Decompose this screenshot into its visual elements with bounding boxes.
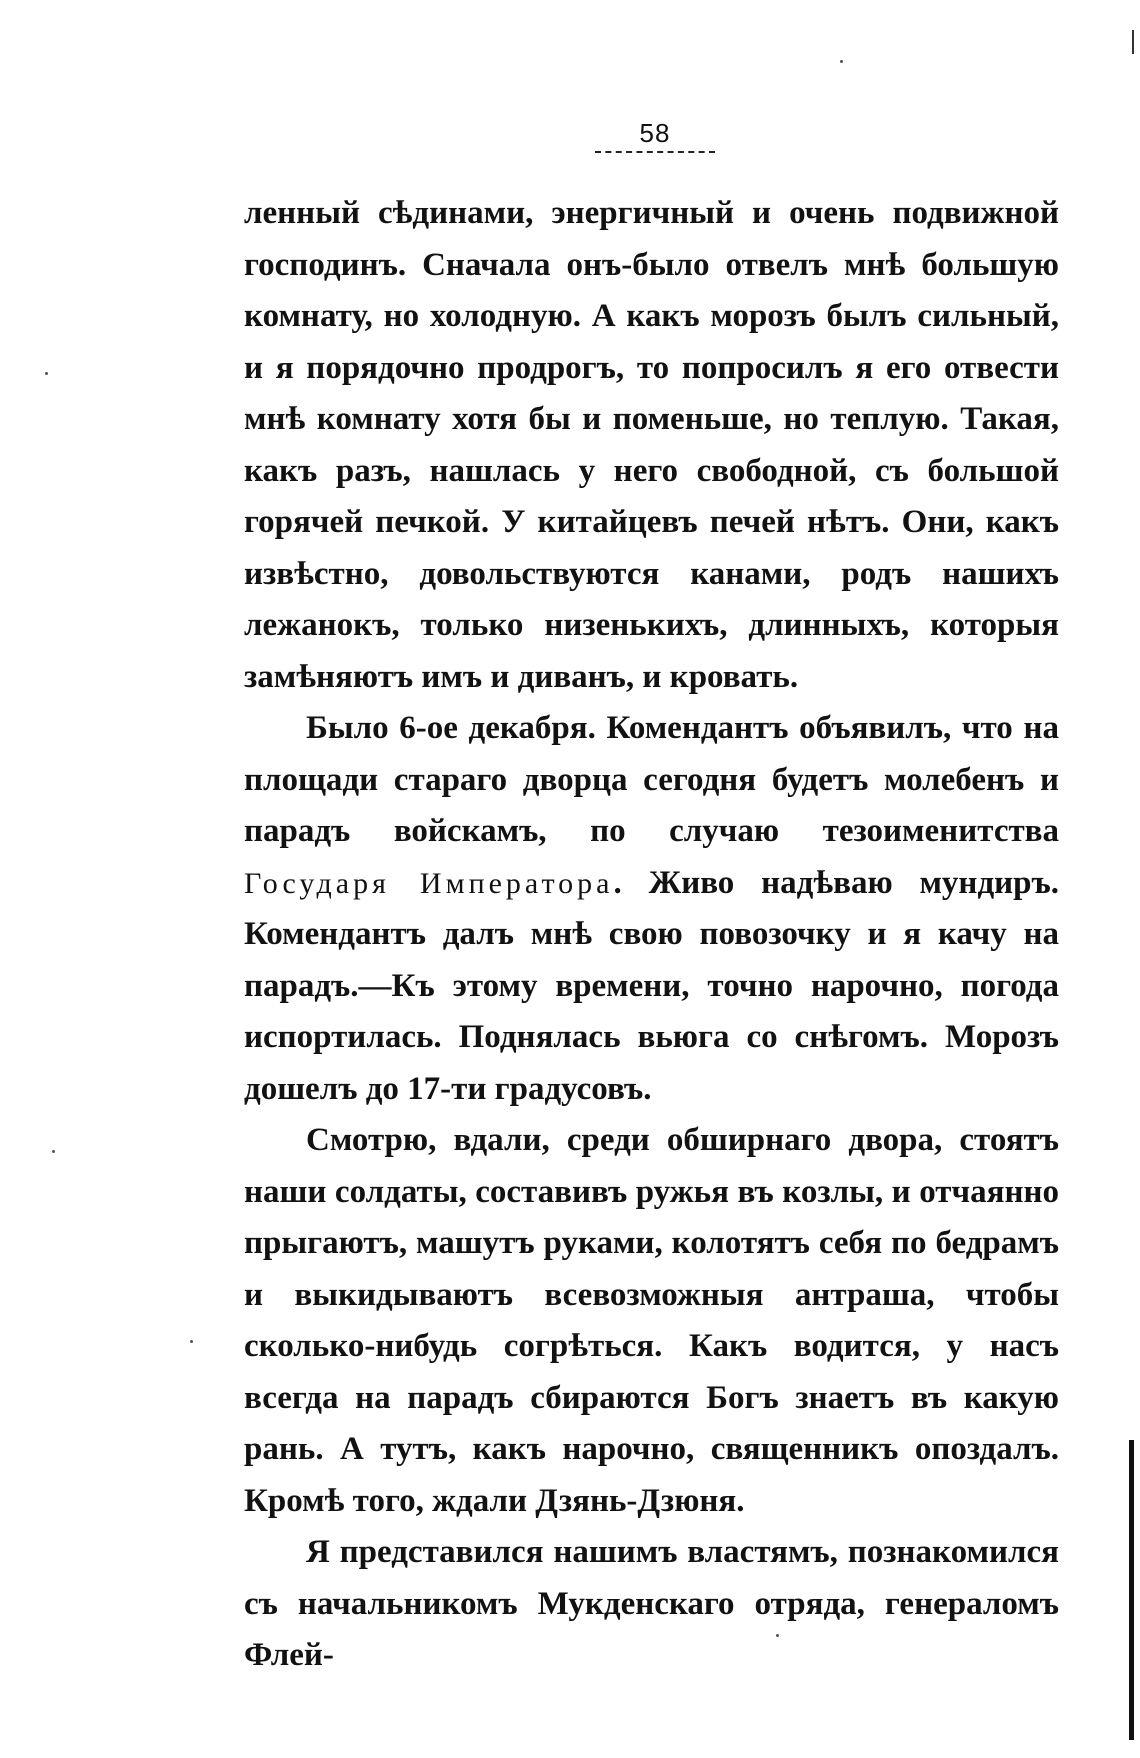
paragraph-2-text-after: . Живо надѣваю мундиръ. Комендантъ далъ мнѣ свою повозочку и я качу на парадъ.—Къ этому времени, точно нарочно, погода испортилась. Поднялась вьюга со снѣгомъ. Морозъ дошелъ до 17-ти градусовъ. [244,864,1059,1107]
page-number-rule [595,151,715,153]
paper-speck [45,372,48,375]
page-edge-bar [1129,1440,1134,1740]
paragraph-4: Я представился нашимъ властямъ, познакомился съ начальникомъ Мукденскаго отряда, генераломъ Флей- [244,1534,1059,1673]
page-header [590,118,720,153]
paragraph-2-text-before: Было 6-ое декабря. Комендантъ объявилъ, что на площади стараго дворца сегодня будетъ молебенъ и парадъ войскамъ, по случаю тезоименитства [244,710,1059,849]
paragraph-1: ленный сѣдинами, энергичный и очень подвижной господинъ. Сначала онъ-было отвелъ мнѣ большую комнату, но холодную. А какъ морозъ былъ сильный, и я порядочно продрогъ, то попросилъ я его отвести мнѣ комнату хотя бы и поменьше, но теплую. Такая, какъ разъ, нашлась у него свободной, съ большой горячей печкой. У китайцевъ печей нѣтъ. Они, какъ извѣстно, довольствуются канами, родъ нашихъ лежанокъ, только низенькихъ, длинныхъ, которыя замѣняютъ имъ и диванъ, и кровать. [244,195,1059,695]
body-text [244,188,1059,1682]
page-number: 58 [639,118,671,148]
page-edge-mark [1132,30,1134,54]
paragraph-2 [244,703,1059,1115]
paper-speck [776,1634,779,1637]
paper-speck [190,1340,193,1343]
paragraph-2-spaced-title: Государя Императора [244,866,614,900]
paper-speck [52,1150,55,1153]
paper-speck [840,60,843,63]
paragraph-3: Смотрю, вдали, среди обширнаго двора, стоятъ наши солдаты, составивъ ружья въ козлы, и отчаянно прыгаютъ, машутъ руками, колотятъ себя по бедрамъ и выкидываютъ всевозможныя антраша, чтобы сколько-нибудь согрѣться. Какъ водится, у насъ всегда на парадъ сбираются Богъ знаетъ въ какую рань. А тутъ, какъ нарочно, священникъ опоздалъ. Кромѣ того, ждали Дзянь-Дзюня. [244,1122,1059,1519]
